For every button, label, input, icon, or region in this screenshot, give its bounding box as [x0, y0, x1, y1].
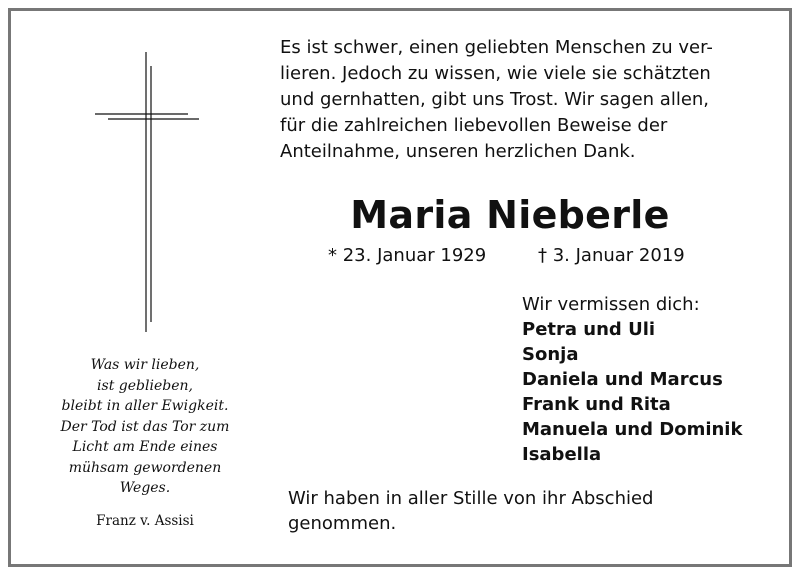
intro-line: Es ist schwer, einen geliebten Menschen zu ver-	[280, 37, 713, 58]
quote-line: Was wir lieben,	[90, 357, 200, 373]
deceased-name: Maria Nieberle	[350, 193, 670, 237]
quote-line: ist geblieben,	[97, 377, 193, 394]
poem-quote	[50, 355, 240, 499]
quote-author: Franz v. Assisi	[96, 513, 194, 529]
family-member: Sonja	[522, 344, 579, 365]
family-member: Petra und Uli	[522, 319, 656, 340]
quote-line: bleibt in aller Ewigkeit.	[61, 398, 229, 414]
family-member: Daniela und Marcus	[522, 369, 723, 390]
quote-line: Der Tod ist das Tor zum	[60, 418, 230, 435]
closing-line: genommen.	[288, 513, 397, 534]
family-member: Frank und Rita	[522, 394, 671, 415]
family-member: Isabella	[522, 444, 602, 465]
intro-line: für die zahlreichen liebevollen Beweise der	[280, 115, 668, 136]
family-member: Manuela und Dominik	[522, 419, 743, 440]
intro-line: lieren. Jedoch zu wissen, wie viele sie schätzten	[280, 63, 711, 84]
quote-line: mühsam gewordenen	[68, 459, 222, 476]
death-date: † 3. Januar 2019	[538, 245, 685, 266]
intro-line: und gernhatten, gibt uns Trost. Wir sagen allen,	[280, 89, 710, 110]
quote-line: Weges.	[119, 480, 171, 496]
intro-line: Anteilnahme, unseren herzlichen Dank.	[280, 141, 636, 162]
birth-date: * 23. Januar 1929	[328, 245, 487, 266]
family-lead: Wir vermissen dich:	[522, 294, 700, 315]
closing-line: Wir haben in aller Stille von ihr Abschied	[288, 488, 654, 509]
closing-text	[288, 486, 728, 536]
intro-text	[280, 35, 740, 165]
family-list	[522, 292, 742, 467]
quote-line: Licht am Ende eines	[72, 439, 218, 455]
